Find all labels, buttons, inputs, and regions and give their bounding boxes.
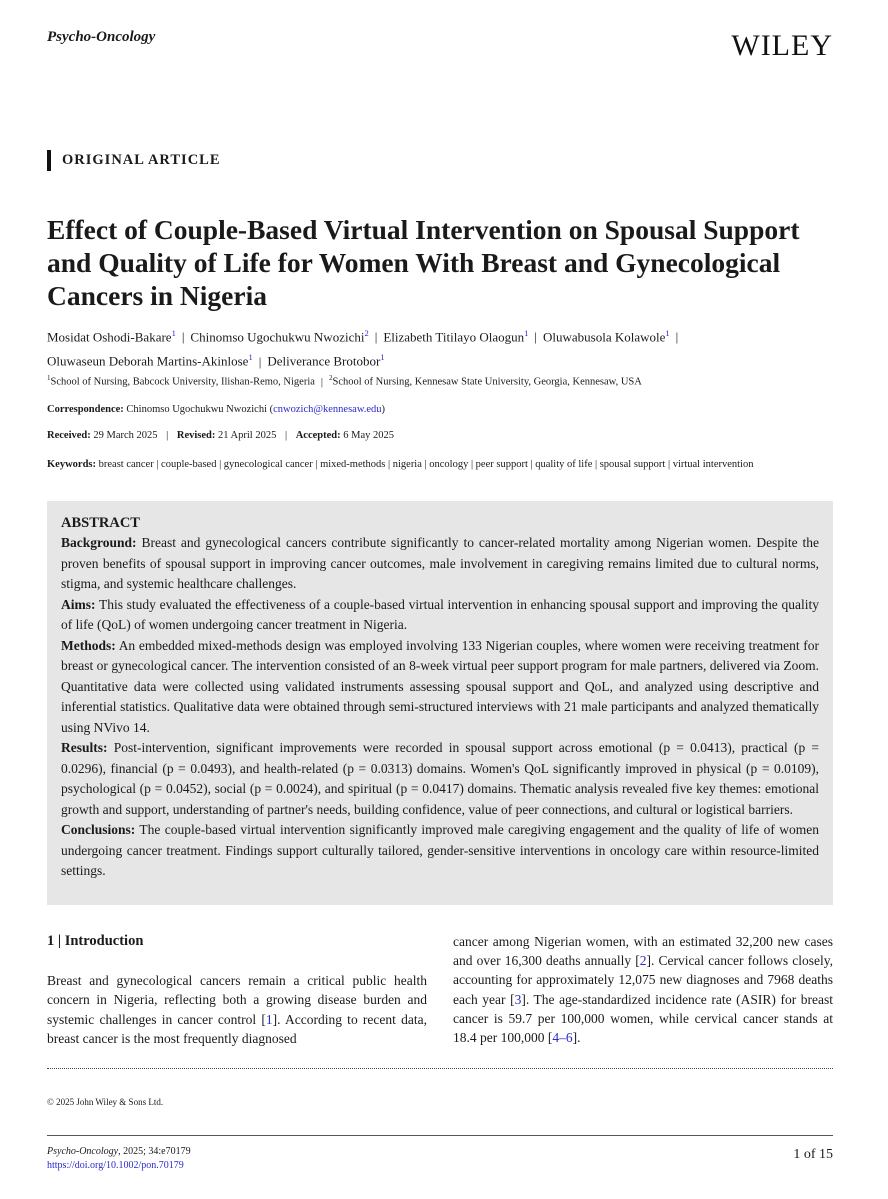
methods-text: An embedded mixed-methods design was employed involving 133 Nigerian couples, where women were receiving treatment for breast or gynecological cancer. The intervention consisted of an 8-week virtual peer support program for male partners, delivered via Zoom. Quantitative data were collected using validated instruments assessing spousal support and QoL, and analyzed using descriptive and inferential statistics. Qualitative data were obtained through semi-structured interviews with 21 male participants and analyzed thematically using NVivo 14. [61,637,819,735]
reference-link-1[interactable]: 1 [265,1011,273,1027]
author-affiliation-mark[interactable]: 1 [380,352,385,363]
doi-link[interactable]: https://doi.org/10.1002/pon.70179 [47,1160,184,1171]
intro-text: ]. The age-standardized incidence rate (ASIR) for breast cancer is 59.7 per 100,000 women, while cervical cancer stands at 18.4 per 100,000 [ [453,991,833,1046]
aims-label: Aims: [61,596,96,612]
abstract-aims [61,595,819,636]
author-name[interactable]: Mosidat Oshodi-Bakare [47,329,172,345]
background-label: Background: [61,535,137,550]
author-separator: | [258,353,262,369]
affiliations [47,374,642,388]
section-heading-introduction: 1 | Introduction [47,933,144,949]
intro-right-column [453,932,833,1047]
affiliation-separator: | [320,376,324,388]
author-affiliation-mark[interactable]: 1 [665,328,670,338]
intro-text: Breast and gynecological cancers remain a critical public health concern in Nigeria, reflecting both a growing disease burden and systemic challenges in cancer control [ [47,973,427,1027]
conclusions-text: The couple-based virtual intervention significantly improved male caregiving engagement and the quality of life of women undergoing cancer treatment. Findings support culturally tailored, gender-sensitive interventions in oncology care within resource-limited settings. [61,822,819,878]
results-text: Post-intervention, significant improvements were recorded in spousal support across emotional (p = 0.0413), practical (p = 0.0296), financial (p = 0.0493), and health-related (p = 0.0313) domains. Women's QoL significantly improved in physical (p = 0.0109), psychological (p = 0.0452), social (p = 0.0024), and spiritual (p = 0.0417) domains. Thematic analysis revealed five key themes: emotional growth and support, understanding of partner's needs, building confidence, value of peer connections, and cultural or logistical barriers. [61,740,820,817]
author-separator: | [181,329,185,345]
date-separator: | [166,430,169,441]
methods-label: Methods: [61,637,116,653]
author-separator: | [675,329,679,345]
author-name[interactable]: Chinomso Ugochukwu Nwozichi [190,329,365,345]
received-date: 29 March 2025 [93,430,158,441]
author-name[interactable]: Elizabeth Titilayo Olaogun [383,329,525,345]
conclusions-label: Conclusions: [61,822,136,837]
author-name[interactable]: Deliverance Brotobor [267,353,381,369]
author-separator: | [374,329,378,345]
footer-journal-name: Psycho-Oncology [47,1146,119,1157]
author-name[interactable]: Oluwaseun Deborah Martins-Akinlose [47,353,249,369]
accepted-date: 6 May 2025 [343,430,394,441]
author-name[interactable]: Oluwabusola Kolawole [543,329,666,345]
keywords-text: breast cancer | couple-based | gynecological cancer | mixed-methods | nigeria | oncology | peer support | quality of life | spousal support | virtual intervention [98,459,754,470]
keywords [47,457,837,472]
abstract-conclusions [61,820,819,882]
abstract-results [61,738,819,820]
reference-link-4-6[interactable]: 4–6 [552,1030,573,1046]
author-separator: | [534,329,538,345]
abstract-methods [61,636,819,739]
background-text: Breast and gynecological cancers contribute significantly to cancer-related mortality among Nigerian women. Despite the proven benefits of spousal support in improving cancer outcomes, male involvement in caregiving remains limited due to cultural norms, stigma, and systemic healthcare challenges. [61,535,819,591]
intro-text: ]. [572,1030,581,1046]
intro-text: ]. Cervical cancer follows closely, accounting for approximately 12,075 new diagnoses and 7968 deaths each year [ [453,953,833,1007]
results-label: Results: [61,740,108,755]
revised-date: 21 April 2025 [218,430,277,441]
affiliation-text: School of Nursing, Babcock University, Ilishan-Remo, Nigeria [50,376,315,388]
affiliation-text: School of Nursing, Kennesaw State University, Georgia, Kennesaw, USA [332,376,642,388]
footnote-divider [47,1068,833,1069]
author-affiliation-mark[interactable]: 1 [248,352,253,363]
author-affiliation-mark[interactable]: 2 [364,328,369,338]
received-label: Received: [47,430,91,441]
correspondence-name: Chinomso Ugochukwu Nwozichi [126,404,267,415]
intro-text: ]. According to recent data, breast cancer is the most frequently diagnosed [47,1011,427,1046]
reference-link-2[interactable]: 2 [639,953,647,969]
revised-label: Revised: [176,430,216,441]
author-affiliation-mark[interactable]: 1 [524,328,529,338]
intro-paragraph-1 [47,971,427,1048]
author-list [47,323,847,372]
footer-volume: , 2025; 34:e70179 [118,1146,191,1157]
abstract-background [61,533,819,595]
correspondence-email-link[interactable]: cnwozich@kennesaw.edu [273,404,382,415]
footer-divider [47,1135,833,1136]
intro-paragraph-2 [453,932,833,1047]
article-title: Effect of Couple-Based Virtual Intervention on Spousal Support and Quality of Life for Women With Breast and Gynecological Cancers in Nigeria [47,214,800,311]
publication-dates [47,430,394,441]
article-type [47,150,221,171]
publisher-logo: WILEY [731,29,833,62]
author-affiliation-mark[interactable]: 1 [171,328,176,338]
aims-text: This study evaluated the effectiveness of a couple-based virtual intervention in enhancing spousal support and improving the quality of life (QoL) of women undergoing cancer treatment in Nigeria. [61,596,819,632]
page-number: 1 of 15 [793,1147,833,1162]
affiliation-number: 2 [329,374,333,382]
journal-name: Psycho-Oncology [47,29,156,45]
reference-link-3[interactable]: 3 [514,991,522,1007]
correspondence: Correspondence: Chinomso Ugochukwu Nwozichi (cnwozich@kennesaw.edu) [47,404,386,415]
accepted-label: Accepted: [295,430,341,441]
abstract-heading: ABSTRACT [61,515,140,531]
footer-citation [47,1146,191,1157]
correspondence-label: Correspondence: [47,404,124,415]
keywords-label: Keywords: [47,459,96,470]
article-type-bar [47,150,51,171]
date-separator: | [284,430,288,441]
article-type-label: ORIGINAL ARTICLE [62,152,221,168]
copyright-notice: © 2025 John Wiley & Sons Ltd. [47,1097,164,1107]
intro-left-column [47,932,427,1048]
affiliation-number: 1 [47,374,51,382]
intro-text: cancer among Nigerian women, with an estimated 32,200 new cases and over 16,300 deaths annually [ [453,934,833,969]
abstract-box [47,501,833,905]
